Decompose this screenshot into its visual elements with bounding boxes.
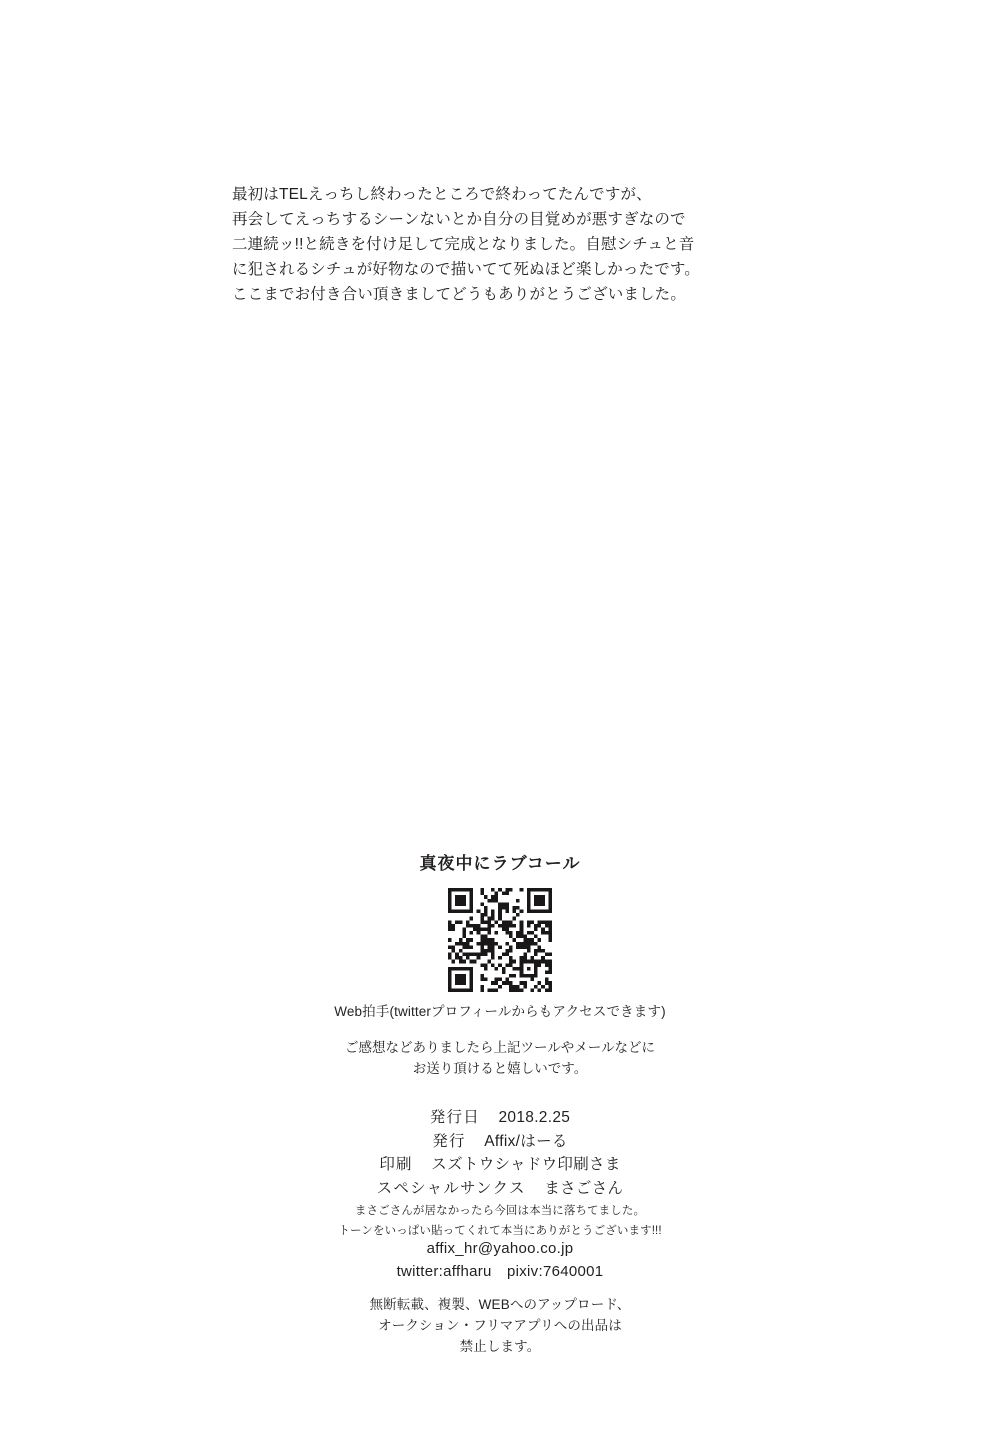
- thanks-value: まさごさん: [544, 1179, 624, 1197]
- colophon-printer: [0, 1153, 1000, 1177]
- contact-email[interactable]: affix_hr@yahoo.co.jp: [426, 1240, 574, 1257]
- afterword-line-5: ここまでお付き合い頂きましてどうもありがとうございました。: [232, 286, 686, 304]
- publish-date-label: 発行日: [429, 1109, 480, 1126]
- colophon: [0, 1106, 1000, 1240]
- afterword-text-block: [232, 182, 762, 308]
- thanks-note-1: まさごさんが居なかったら今回は本当に落ちてました。: [354, 1205, 646, 1218]
- colophon-publisher: [0, 1130, 1000, 1154]
- publisher-label: 発行: [432, 1132, 466, 1150]
- publisher-value: Affix/はーる: [484, 1132, 568, 1150]
- qr-code[interactable]: [448, 888, 552, 992]
- thanks-label: スペシャルサンクス: [376, 1179, 526, 1197]
- publish-date-value: 2018.2.25: [498, 1109, 571, 1126]
- feedback-note: [0, 1038, 1000, 1080]
- copyright-notice: [0, 1294, 1000, 1357]
- feedback-line-2: お送り頂けると嬉しいです。: [412, 1060, 588, 1076]
- page-title: 真夜中にラブコール: [419, 854, 581, 874]
- webclap-caption: Web拍手(twitterプロフィールからもアクセスできます): [334, 1004, 666, 1019]
- colophon-thanks: [0, 1177, 1000, 1201]
- qr-code-image: [448, 888, 552, 992]
- notice-line-1: 無断転載、複製、WEBへのアップロード、: [369, 1297, 631, 1312]
- contact-social[interactable]: twitter:affharu pixiv:7640001: [396, 1262, 604, 1280]
- feedback-line-1: ご感想などありましたら上記ツールやメールなどに: [345, 1040, 655, 1055]
- afterword-line-4: に犯されるシチュが好物なので描いてて死ぬほど楽しかったです。: [232, 261, 700, 279]
- contact-block: [0, 1238, 1000, 1283]
- printer-value: スズトウシャドウ印刷さま: [431, 1156, 621, 1174]
- notice-line-3: 禁止します。: [459, 1339, 541, 1355]
- notice-line-2: オークション・フリマアプリへの出品は: [378, 1318, 622, 1334]
- afterword-line-2: 再会してえっちするシーンないとか自分の目覚めが悪すぎなので: [232, 211, 686, 229]
- afterword-line-1: 最初はTELえっちし終わったところで終わってたんですが、: [232, 186, 652, 203]
- printer-label: 印刷: [379, 1156, 413, 1174]
- thanks-note-2: トーンをいっぱい貼ってくれて本当にありがとうございます!!!: [338, 1224, 662, 1237]
- afterword-line-3: 二連続ッ!!と続きを付け足して完成となりました。自慰シチュと音: [232, 236, 695, 254]
- colophon-publish-date: [0, 1106, 1000, 1130]
